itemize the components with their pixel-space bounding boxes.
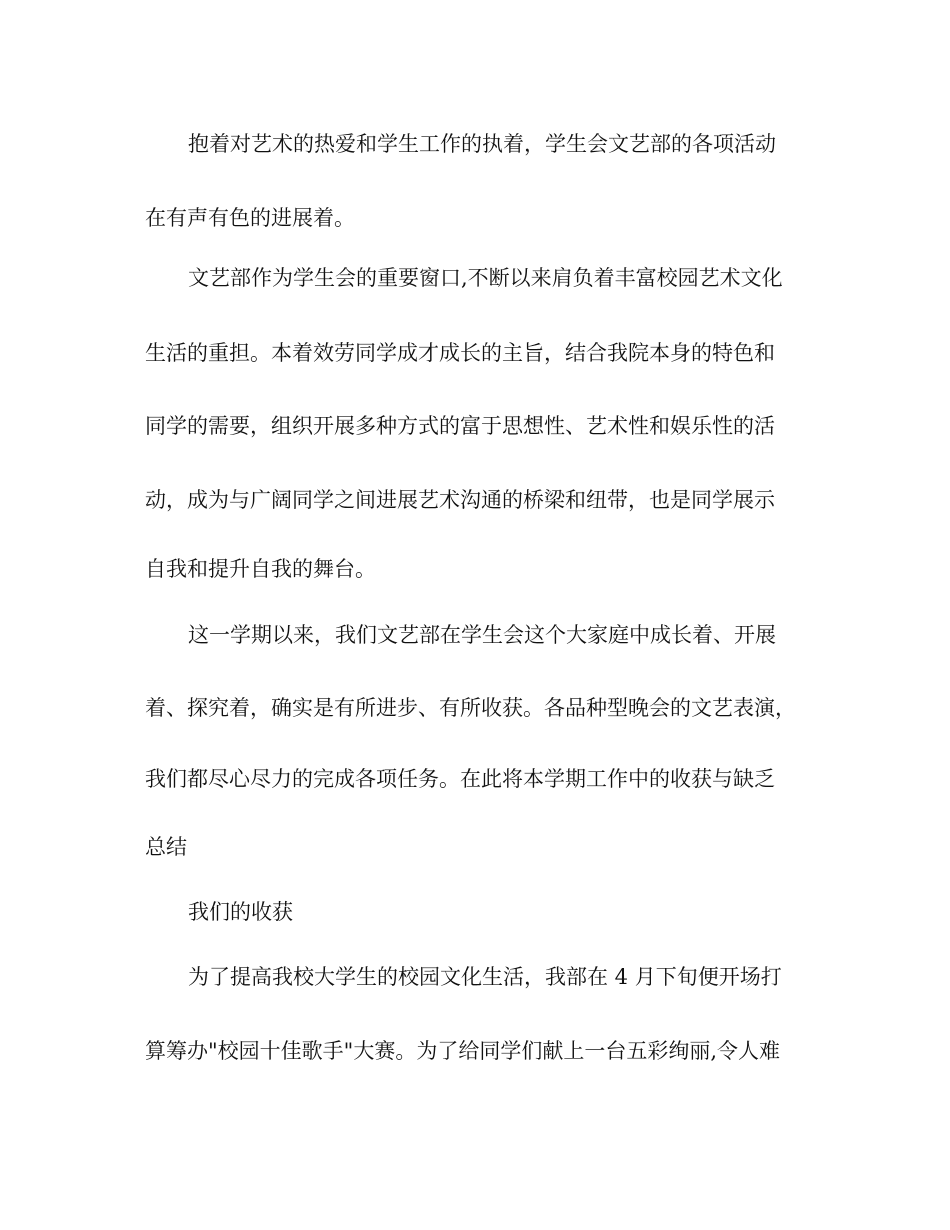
paragraph-3-line-1: 这一学期以来，我们文艺部在学生会这个大家庭中成长着、开展 (188, 623, 776, 647)
paragraph-2-line-5: 自我和提升自我的舞台。 (145, 557, 376, 581)
paragraph-2-line-1: 文艺部作为学生会的重要窗口,不断以来肩负着丰富校园艺术文化 (188, 266, 783, 290)
paragraph-3-line-3: 我们都尽心尽力的完成各项任务。在此将本学期工作中的收获与缺乏 (145, 767, 775, 791)
paragraph-3-line-4: 总结 (145, 835, 187, 859)
paragraph-4-line-2: 算筹办"校园十佳歌手"大赛。为了给同学们献上一台五彩绚丽,令人难 (145, 1039, 780, 1063)
paragraph-2-line-2: 生活的重担。本着效劳同学成才成长的主旨，结合我院本身的特色和 (145, 341, 775, 365)
paragraph-2-line-4: 动，成为与广阔同学之间进展艺术沟通的桥梁和纽带，也是同学展示 (145, 488, 775, 512)
paragraph-1-line-1: 抱着对艺术的热爱和学生工作的执着，学生会文艺部的各项活动 (188, 132, 776, 156)
paragraph-2-line-3: 同学的需要，组织开展多种方式的富于思想性、艺术性和娱乐性的活 (145, 414, 775, 438)
paragraph-1-line-2: 在有声有色的进展着。 (145, 206, 355, 230)
paragraph-4-line-1: 为了提高我校大学生的校园文化生活，我部在 4 月下旬便开场打 (188, 965, 782, 989)
section-heading: 我们的收获 (188, 900, 293, 924)
paragraph-3-line-2: 着、探究着，确实是有所进步、有所收获。各品种型晚会的文艺表演， (145, 696, 796, 720)
